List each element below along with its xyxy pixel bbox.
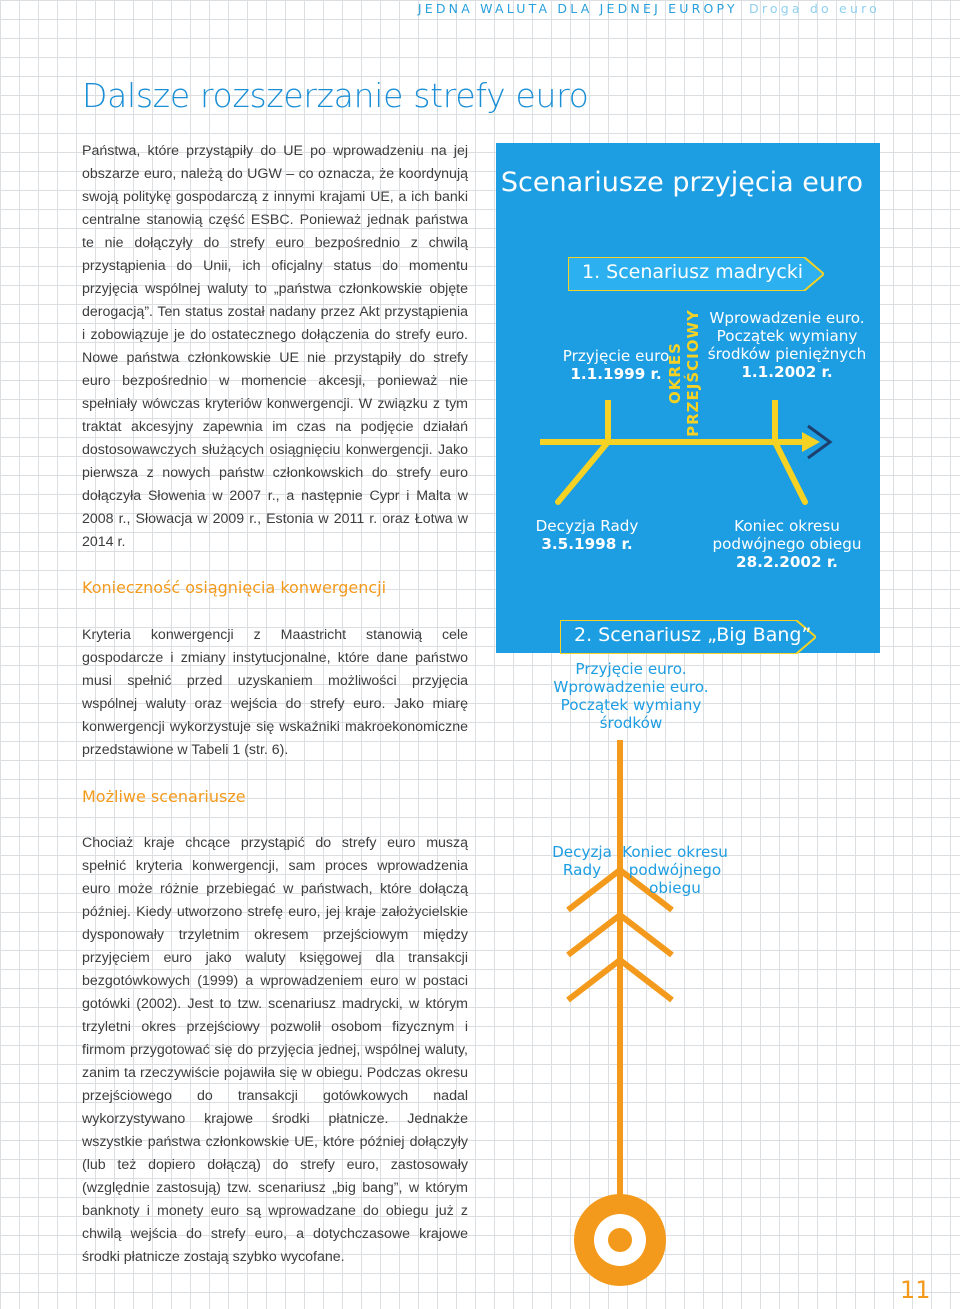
council-label: Decyzja Rady xyxy=(535,517,639,535)
running-header xyxy=(0,0,960,24)
scenario2-banner xyxy=(560,620,816,654)
council-decision-event xyxy=(530,517,644,553)
introduction-label: Wprowadzenie euro. Początek wymiany środków pieniężnych xyxy=(707,309,867,363)
page-number: 11 xyxy=(900,1276,931,1304)
page-title: Dalsze rozszerzanie strefy euro xyxy=(82,76,589,115)
bigbang-end-label: Koniec okresu podwójnego obiegu xyxy=(622,843,728,897)
scenario2-label: 2. Scenariusz „Big Bang” xyxy=(574,624,812,646)
adoption-label: Przyjęcie euro xyxy=(562,347,670,365)
header-series: JEDNA WALUTA DLA JEDNEJ EUROPY xyxy=(417,1,738,16)
end-label: Koniec okresu podwójnego obiegu xyxy=(712,517,862,553)
introduction-event xyxy=(704,309,870,381)
intro-paragraph: Państwa, które przystąpiły do UE po wprowadzeniu na jej obszarze euro, należą do UGW – co oznacza, że koordynują swoją politykę gospodarczą z innymi krajami UE, a ich banki centralne stanowią część ESBC. Ponieważ jednak państwa te nie dołączyły do strefy euro bezpośrednio z chwilą przystąpienia do Unii, ich oficjalny status do momentu przyjęcia wspólnej waluty to „państwa członkowskie objęte derogacją”. Ten status został nadany przez Akt przystąpienia i zobowiązuje je do ostatecznego dołączenia do strefy euro. Nowe państwa członkowskie UE nie przystąpiły do strefy euro bezpośrednio w momencie akcesji, ponieważ nie spełniały wówczas kryteriów konwergencji. W związku z tym traktat akcesyjny zapewnia im czas na podjęcie działań dostosowawczych służących osiągnięciu konwergencji. Jako pierwsza z nowych państw członkowskich do strefy euro dołączyła Słowenia w 2007 r., a następnie Cypr i Malta w 2008 r., Słowacja w 2009 r., Estonia w 2011 r. oraz Łotwa w 2014 r. xyxy=(82,143,468,550)
end-dual-circulation-event xyxy=(702,517,872,571)
transition-text: OKRES PRZEJŚCIOWY xyxy=(666,309,702,437)
panel-title: Scenariusze przyjęcia euro xyxy=(500,167,864,198)
adoption-date: 1.1.1999 r. xyxy=(570,365,662,383)
scenario2-timeline xyxy=(520,740,880,1300)
scenario1-label: 1. Scenariusz madrycki xyxy=(582,261,804,283)
convergence-paragraph: Kryteria konwergencji z Maastricht stanowią cele gospodarcze i zmiany instytucjonalne, które dane państwo musi spełnić przed uzyskaniem możliwości przyjęcia wspólnej waluty oraz wejścia do strefy euro. Jako miarę konwergencji wykorzystuje się wskaźniki makroekonomiczne przedstawione w Tabeli 1 (str. 6). xyxy=(82,627,468,758)
bigbang-event: Przyjęcie euro. Wprowadzenie euro. Początek wymiany środków xyxy=(553,660,709,732)
heading-convergence: Konieczność osiągnięcia konwergencji xyxy=(82,578,387,597)
bigbang-council-label: Decyzja Rady xyxy=(552,843,612,879)
heading-scenarios: Możliwe scenariusze xyxy=(82,787,246,806)
adoption-event xyxy=(556,347,676,383)
end-date: 28.2.2002 r. xyxy=(736,553,838,571)
introduction-date: 1.1.2002 r. xyxy=(741,363,833,381)
header-subtitle: Droga do euro xyxy=(749,1,880,16)
scenarios-paragraph: Chociaż kraje chcące przystąpić do strefy euro muszą spełnić kryteria konwergencji, sam proces wprowadzenia euro może różnie przebiegać w państwach, które dołączą później. Kiedy utworzono strefę euro, jej kraje założycielskie dysponowały trzyletnim okresem przejściowym między przyjęciem euro jako waluty księgowej dla transakcji bezgotówkowych (1999) a wprowadzeniem euro w postaci gotówki (2002). Jest to tzw. scenariusz madrycki, w którym trzyletni okres przejściowy pozwolił osobom fizycznym i firmom przygotować się do przyjęcia jednej, wspólnej waluty, zanim ta rzeczywiście pojawiła się w obiegu. Podczas okresu przejściowego do transakcji gotówkowych nadal wykorzystywano krajowe środki płatnicze. Jednakże wszystkie państwa członkowskie UE, które później dołączyły (lub też dopiero dołączą) do strefy euro, zastosowały (względnie zastosują) tzw. scenariusz „big bang”, w którym banknoty i monety euro są wprowadzane do obiegu już z chwilą wejścia do strefy euro, a dotychczasowe krajowe środki płatnicze zostają szybko wycofane. xyxy=(82,835,468,1265)
council-date: 3.5.1998 r. xyxy=(541,535,633,553)
